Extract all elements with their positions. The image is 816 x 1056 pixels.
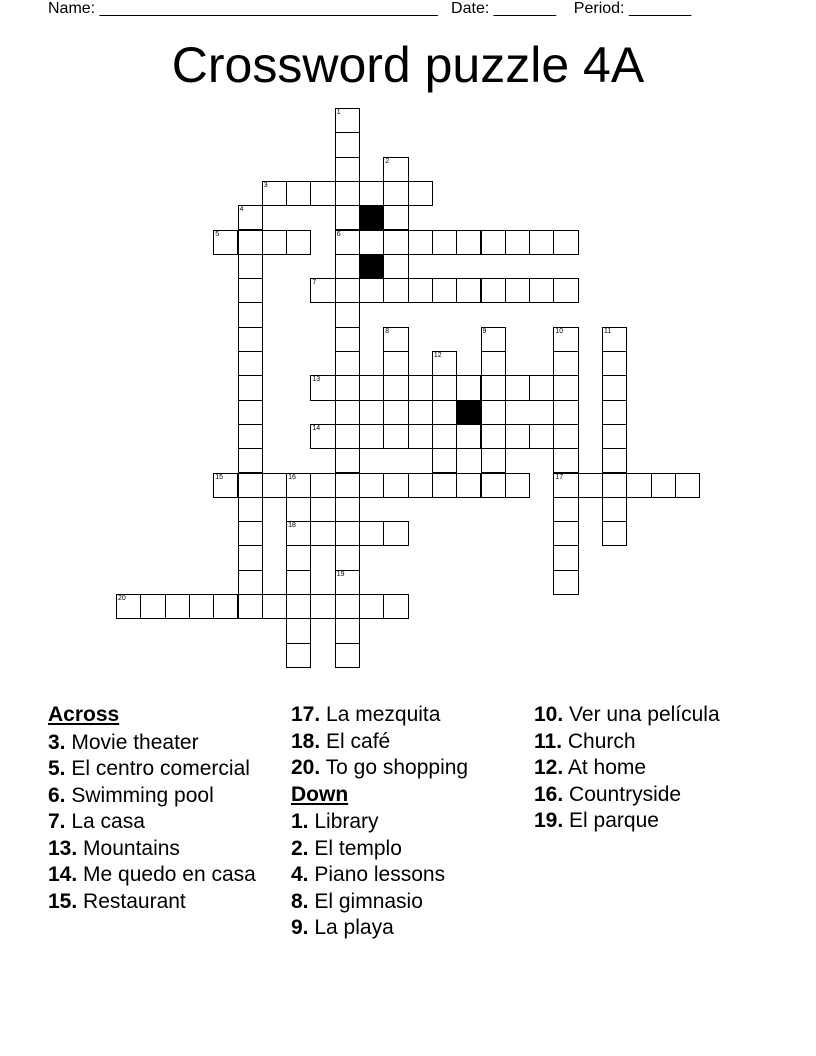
answer-cell[interactable] xyxy=(553,278,578,303)
page-title: Crossword puzzle 4A xyxy=(171,37,645,93)
clue-number: 14 xyxy=(312,424,321,432)
answer-cell[interactable] xyxy=(238,327,263,352)
answer-cell[interactable] xyxy=(505,375,530,400)
answer-cell[interactable] xyxy=(481,351,506,376)
clue-number-label: 11. xyxy=(534,729,563,753)
clue-item xyxy=(534,809,794,833)
clue-text: To go shopping xyxy=(320,756,469,779)
answer-cell[interactable] xyxy=(602,473,627,498)
answer-cell[interactable] xyxy=(238,351,263,376)
answer-cell[interactable] xyxy=(335,327,360,352)
answer-cell[interactable] xyxy=(456,375,481,400)
answer-cell[interactable] xyxy=(335,181,360,206)
answer-cell[interactable] xyxy=(116,594,141,619)
answer-cell[interactable] xyxy=(359,424,384,449)
answer-cell[interactable] xyxy=(286,497,311,522)
clue-item xyxy=(48,731,268,755)
answer-cell[interactable] xyxy=(553,375,578,400)
student-info-line[interactable]: Name: ______________________________________ Date: _______ Period: _______ xyxy=(48,0,692,17)
answer-cell[interactable] xyxy=(238,521,263,546)
answer-cell[interactable] xyxy=(383,351,408,376)
answer-cell[interactable] xyxy=(383,327,408,352)
answer-cell[interactable] xyxy=(286,545,311,570)
answer-cell[interactable] xyxy=(238,424,263,449)
clue-text: El templo xyxy=(308,836,402,860)
answer-cell[interactable] xyxy=(481,400,506,425)
answer-cell[interactable] xyxy=(408,473,433,498)
clue-number: 18 xyxy=(288,522,296,530)
answer-cell[interactable] xyxy=(335,400,360,425)
answer-cell[interactable] xyxy=(238,497,263,522)
answer-cell[interactable] xyxy=(505,230,530,255)
clue-item xyxy=(291,890,521,914)
answer-cell[interactable] xyxy=(456,230,481,255)
clue-column-3 xyxy=(534,703,794,836)
answer-cell[interactable] xyxy=(651,473,676,498)
answer-cell[interactable] xyxy=(310,424,335,449)
clue-text: Swimming pool xyxy=(65,783,214,807)
clue-number: 17 xyxy=(555,473,564,481)
answer-cell[interactable] xyxy=(626,473,651,498)
clue-number-label: 12. xyxy=(534,756,564,779)
clue-number-label: 10. xyxy=(534,703,564,726)
answer-cell[interactable] xyxy=(481,375,506,400)
answer-cell[interactable] xyxy=(238,278,263,303)
answer-cell[interactable] xyxy=(481,278,506,303)
clue-text: El gimnasio xyxy=(308,889,423,913)
answer-cell[interactable] xyxy=(335,302,360,327)
answer-cell[interactable] xyxy=(286,570,311,595)
clue-text: Restaurant xyxy=(77,889,186,913)
answer-cell[interactable] xyxy=(262,181,287,206)
clue-text: Mountains xyxy=(77,836,180,860)
answer-cell[interactable] xyxy=(238,254,263,279)
answer-cell[interactable] xyxy=(383,205,408,230)
answer-cell[interactable] xyxy=(432,351,457,376)
clue-number-label: 17. xyxy=(291,703,321,726)
answer-cell[interactable] xyxy=(529,424,554,449)
answer-cell[interactable] xyxy=(335,618,360,643)
answer-cell[interactable] xyxy=(383,473,408,498)
answer-cell[interactable] xyxy=(165,594,190,619)
answer-cell[interactable] xyxy=(335,473,360,498)
answer-cell[interactable] xyxy=(286,181,311,206)
answer-cell[interactable] xyxy=(408,424,433,449)
answer-cell[interactable] xyxy=(675,473,700,498)
answer-cell[interactable] xyxy=(383,521,408,546)
clue-text: Countryside xyxy=(563,782,682,806)
answer-cell[interactable] xyxy=(286,594,311,619)
answer-cell[interactable] xyxy=(238,205,263,230)
clue-number-label: 16. xyxy=(534,782,564,806)
clue-item xyxy=(534,783,794,807)
answer-cell[interactable] xyxy=(383,424,408,449)
clue-item xyxy=(48,863,268,887)
clue-number-label: 2. xyxy=(291,836,309,860)
answer-cell[interactable] xyxy=(335,205,360,230)
answer-cell[interactable] xyxy=(432,278,457,303)
clue-number: 13 xyxy=(312,376,321,384)
clue-number: 20 xyxy=(118,595,126,602)
answer-cell[interactable] xyxy=(238,230,263,255)
answer-cell[interactable] xyxy=(481,327,506,352)
clue-item xyxy=(291,837,521,861)
answer-cell[interactable] xyxy=(602,375,627,400)
answer-cell[interactable] xyxy=(383,181,408,206)
answer-cell[interactable] xyxy=(578,473,603,498)
clue-number-label: 6. xyxy=(48,783,66,807)
answer-cell[interactable] xyxy=(335,545,360,570)
answer-cell[interactable] xyxy=(602,497,627,522)
clue-text: La mezquita xyxy=(320,703,441,726)
answer-cell[interactable] xyxy=(553,327,578,352)
answer-cell[interactable] xyxy=(335,157,360,182)
clue-number-label: 13. xyxy=(48,836,78,860)
answer-cell[interactable] xyxy=(335,278,360,303)
answer-cell[interactable] xyxy=(238,400,263,425)
answer-cell[interactable] xyxy=(505,424,530,449)
answer-cell[interactable] xyxy=(553,424,578,449)
answer-cell[interactable] xyxy=(383,375,408,400)
clue-number: 10 xyxy=(555,327,564,335)
answer-cell[interactable] xyxy=(408,278,433,303)
answer-cell[interactable] xyxy=(335,351,360,376)
answer-cell[interactable] xyxy=(213,594,238,619)
clue-number: 11 xyxy=(604,327,612,335)
answer-cell[interactable] xyxy=(286,643,311,668)
answer-cell[interactable] xyxy=(602,448,627,473)
answer-cell[interactable] xyxy=(335,448,360,473)
answer-cell[interactable] xyxy=(286,521,311,546)
answer-cell[interactable] xyxy=(238,473,263,498)
clue-number: 19 xyxy=(336,570,345,578)
answer-cell[interactable] xyxy=(310,375,335,400)
answer-cell[interactable] xyxy=(238,594,263,619)
answer-cell[interactable] xyxy=(602,521,627,546)
clue-number: 3 xyxy=(263,181,268,189)
answer-cell[interactable] xyxy=(553,400,578,425)
answer-cell[interactable] xyxy=(432,473,457,498)
clue-item xyxy=(291,810,521,834)
answer-cell[interactable] xyxy=(335,108,360,133)
clue-number: 1 xyxy=(336,109,341,116)
clue-number: 2 xyxy=(385,157,390,165)
answer-cell[interactable] xyxy=(310,521,335,546)
clue-number-label: 3. xyxy=(48,730,66,754)
answer-cell[interactable] xyxy=(553,448,578,473)
answer-cell[interactable] xyxy=(213,230,238,255)
clue-number-label: 20. xyxy=(291,756,321,779)
answer-cell[interactable] xyxy=(262,594,287,619)
clue-item xyxy=(291,863,521,887)
answer-cell[interactable] xyxy=(359,594,384,619)
answer-cell[interactable] xyxy=(238,302,263,327)
answer-cell[interactable] xyxy=(481,424,506,449)
clue-item xyxy=(291,756,521,780)
answer-cell[interactable] xyxy=(359,521,384,546)
answer-cell[interactable] xyxy=(383,400,408,425)
answer-cell[interactable] xyxy=(213,473,238,498)
answer-cell[interactable] xyxy=(602,424,627,449)
answer-cell[interactable] xyxy=(310,473,335,498)
clue-item xyxy=(48,890,268,914)
clue-item xyxy=(534,730,794,754)
clue-text: El parque xyxy=(563,809,659,832)
clue-number-label: 15. xyxy=(48,889,78,913)
answer-cell[interactable] xyxy=(310,278,335,303)
clue-number: 16 xyxy=(288,473,296,481)
answer-cell[interactable] xyxy=(335,643,360,668)
answer-cell[interactable] xyxy=(359,278,384,303)
clue-number-label: 9. xyxy=(291,916,309,939)
answer-cell[interactable] xyxy=(189,594,214,619)
clue-text: Me quedo en casa xyxy=(77,863,256,886)
clue-text: Church xyxy=(562,729,636,753)
answer-cell[interactable] xyxy=(335,594,360,619)
answer-cell[interactable] xyxy=(602,327,627,352)
clue-text: Library xyxy=(308,810,379,833)
answer-cell[interactable] xyxy=(529,375,554,400)
clue-text: La casa xyxy=(65,810,145,833)
clue-text: El café xyxy=(320,729,391,753)
answer-cell[interactable] xyxy=(481,473,506,498)
answer-cell[interactable] xyxy=(383,230,408,255)
clue-text: Ver una película xyxy=(563,703,720,726)
clue-text: At home xyxy=(563,756,647,779)
clue-text: La playa xyxy=(308,916,394,939)
section-heading: Across xyxy=(48,703,120,726)
black-square xyxy=(359,254,384,279)
clue-number: 4 xyxy=(239,206,244,214)
clue-item xyxy=(291,916,521,940)
clue-number: 6 xyxy=(336,230,341,238)
clue-item xyxy=(48,837,268,861)
answer-cell[interactable] xyxy=(335,570,360,595)
answer-cell[interactable] xyxy=(140,594,165,619)
answer-cell[interactable] xyxy=(432,230,457,255)
answer-cell[interactable] xyxy=(553,497,578,522)
answer-cell[interactable] xyxy=(432,424,457,449)
answer-cell[interactable] xyxy=(383,254,408,279)
clue-number-label: 18. xyxy=(291,729,321,753)
answer-cell[interactable] xyxy=(432,448,457,473)
clue-number-label: 19. xyxy=(534,809,564,832)
answer-cell[interactable] xyxy=(529,278,554,303)
clue-text: Piano lessons xyxy=(308,863,446,886)
answer-cell[interactable] xyxy=(262,230,287,255)
answer-cell[interactable] xyxy=(310,594,335,619)
answer-cell[interactable] xyxy=(408,230,433,255)
answer-cell[interactable] xyxy=(505,278,530,303)
answer-cell[interactable] xyxy=(286,230,311,255)
answer-cell[interactable] xyxy=(481,230,506,255)
answer-cell[interactable] xyxy=(335,424,360,449)
answer-cell[interactable] xyxy=(286,473,311,498)
answer-cell[interactable] xyxy=(335,254,360,279)
answer-cell[interactable] xyxy=(238,448,263,473)
clue-item xyxy=(48,784,268,808)
answer-cell[interactable] xyxy=(481,448,506,473)
answer-cell[interactable] xyxy=(432,375,457,400)
answer-cell[interactable] xyxy=(505,473,530,498)
answer-cell[interactable] xyxy=(529,230,554,255)
answer-cell[interactable] xyxy=(456,473,481,498)
clue-number-label: 8. xyxy=(291,889,309,913)
answer-cell[interactable] xyxy=(238,545,263,570)
answer-cell[interactable] xyxy=(359,375,384,400)
answer-cell[interactable] xyxy=(553,521,578,546)
answer-cell[interactable] xyxy=(383,278,408,303)
answer-cell[interactable] xyxy=(262,473,287,498)
answer-cell[interactable] xyxy=(359,230,384,255)
answer-cell[interactable] xyxy=(383,594,408,619)
answer-cell[interactable] xyxy=(335,230,360,255)
clue-number: 8 xyxy=(385,327,390,335)
answer-cell[interactable] xyxy=(408,181,433,206)
clue-item xyxy=(534,703,794,727)
answer-cell[interactable] xyxy=(238,570,263,595)
black-square xyxy=(359,205,384,230)
clue-number-label: 4. xyxy=(291,863,309,886)
answer-cell[interactable] xyxy=(553,473,578,498)
clue-column-1 xyxy=(48,703,268,916)
answer-cell[interactable] xyxy=(456,278,481,303)
clue-number: 5 xyxy=(215,230,220,238)
clue-number: 12 xyxy=(433,352,442,359)
clue-number: 7 xyxy=(312,279,317,287)
answer-cell[interactable] xyxy=(602,351,627,376)
answer-cell[interactable] xyxy=(310,181,335,206)
clue-item xyxy=(291,703,521,727)
clue-item xyxy=(534,756,794,780)
clue-number: 9 xyxy=(482,327,487,335)
answer-cell[interactable] xyxy=(335,497,360,522)
answer-cell[interactable] xyxy=(553,351,578,376)
clue-text: Movie theater xyxy=(65,730,199,754)
clue-column-2 xyxy=(291,703,521,943)
clue-number-label: 7. xyxy=(48,810,66,833)
clue-item xyxy=(48,757,268,781)
clue-number-label: 1. xyxy=(291,810,309,833)
answer-cell[interactable] xyxy=(602,400,627,425)
clue-item xyxy=(48,810,268,834)
answer-cell[interactable] xyxy=(408,375,433,400)
answer-cell[interactable] xyxy=(553,230,578,255)
clue-text: El centro comercial xyxy=(65,757,250,780)
answer-cell[interactable] xyxy=(383,157,408,182)
answer-cell[interactable] xyxy=(335,521,360,546)
black-square xyxy=(456,400,481,425)
answer-cell[interactable] xyxy=(359,181,384,206)
answer-cell[interactable] xyxy=(553,570,578,595)
answer-cell[interactable] xyxy=(286,618,311,643)
clue-number-label: 5. xyxy=(48,757,66,780)
answer-cell[interactable] xyxy=(335,375,360,400)
answer-cell[interactable] xyxy=(238,375,263,400)
answer-cell[interactable] xyxy=(335,132,360,157)
clue-number: 15 xyxy=(215,473,223,481)
answer-cell[interactable] xyxy=(456,424,481,449)
clue-item xyxy=(291,730,521,754)
section-heading: Down xyxy=(291,782,349,806)
clue-number-label: 14. xyxy=(48,863,78,886)
answer-cell[interactable] xyxy=(553,545,578,570)
answer-cell[interactable] xyxy=(432,400,457,425)
answer-cell[interactable] xyxy=(359,473,384,498)
